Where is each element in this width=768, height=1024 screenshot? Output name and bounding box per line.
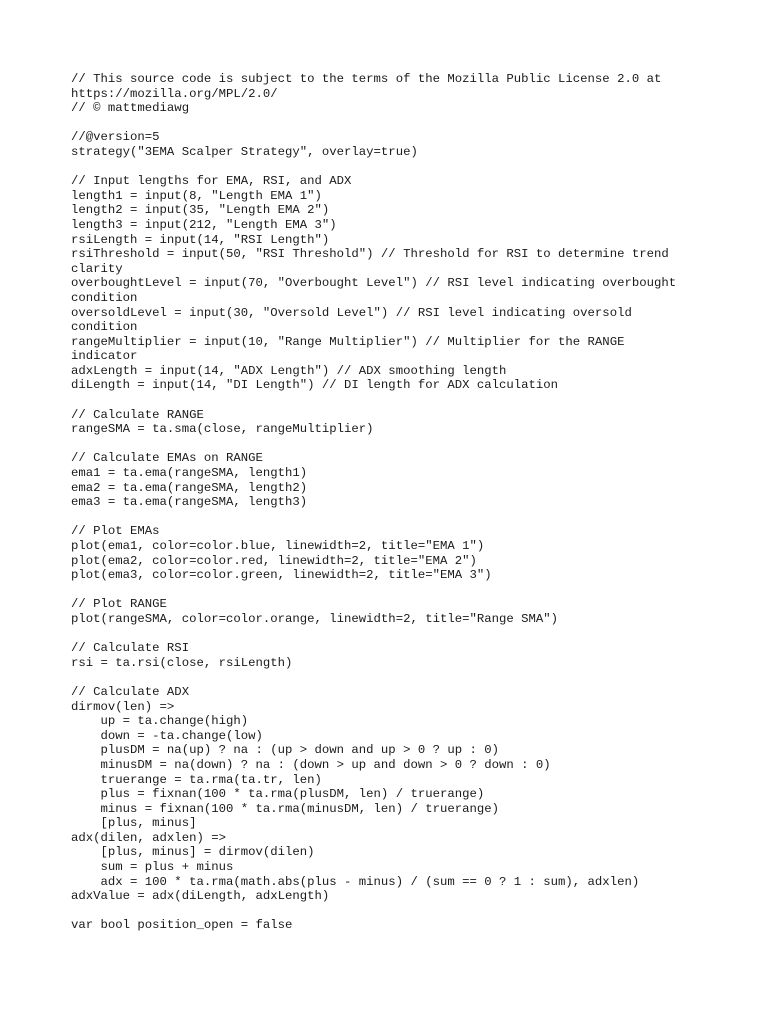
code-line: adxValue = adx(diLength, adxLength) — [71, 889, 330, 904]
code-line: // Calculate RSI — [71, 641, 190, 656]
code-line: rangeMultiplier = input(10, "Range Multiplier") // Multiplier for the RANGE — [71, 334, 625, 349]
code-line: // Calculate RANGE — [71, 407, 204, 422]
code-line: // Calculate EMAs on RANGE — [71, 451, 263, 466]
code-line: // Input lengths for EMA, RSI, and ADX — [71, 174, 352, 189]
code-line: length2 = input(35, "Length EMA 2") — [71, 203, 330, 218]
code-line: plusDM = na(up) ? na : (up > down and up > 0 ? up : 0) — [71, 743, 500, 758]
code-page — [71, 72, 731, 933]
code-line — [71, 437, 731, 452]
code-line: ema2 = ta.ema(rangeSMA, length2) — [71, 480, 308, 495]
code-line: clarity — [71, 261, 123, 276]
code-line — [71, 510, 731, 525]
code-line — [71, 116, 731, 131]
code-line — [71, 393, 731, 408]
code-line — [71, 670, 731, 685]
code-line: plot(ema1, color=color.blue, linewidth=2, title="EMA 1") — [71, 539, 485, 553]
code-line — [71, 627, 731, 642]
code-line: // This source code is subject to the terms of the Mozilla Public License 2.0 at — [71, 72, 662, 86]
code-line: rangeSMA = ta.sma(close, rangeMultiplier) — [71, 422, 374, 437]
code-line: strategy("3EMA Scalper Strategy", overlay=true) — [71, 144, 418, 159]
code-line: oversoldLevel = input(30, "Oversold Level") // RSI level indicating oversold — [71, 305, 632, 320]
code-line: condition — [71, 290, 138, 305]
code-line: rsiThreshold = input(50, "RSI Threshold") // Threshold for RSI to determine trend — [71, 247, 669, 262]
code-line: // Plot EMAs — [71, 524, 160, 539]
code-line: rsiLength = input(14, "RSI Length") — [71, 232, 330, 247]
code-line: up = ta.change(high) — [71, 714, 249, 729]
code-line: condition — [71, 320, 138, 335]
code-line: diLength = input(14, "DI Length") // DI length for ADX calculation — [71, 378, 559, 393]
code-line: [plus, minus] = dirmov(dilen) — [71, 845, 315, 860]
code-line: plot(ema3, color=color.green, linewidth=2, title="EMA 3") — [71, 568, 492, 583]
code-line — [71, 904, 731, 919]
code-line — [71, 160, 731, 175]
code-line: truerange = ta.rma(ta.tr, len) — [71, 772, 322, 787]
code-line: https://mozilla.org/MPL/2.0/ — [71, 86, 278, 101]
code-line: var bool position_open = false — [71, 918, 293, 933]
code-line: ema1 = ta.ema(rangeSMA, length1) — [71, 466, 308, 481]
code-line: minusDM = na(down) ? na : (down > up and down > 0 ? down : 0) — [71, 757, 551, 772]
code-line: // Calculate ADX — [71, 684, 190, 699]
code-line: minus = fixnan(100 * ta.rma(minusDM, len) / truerange) — [71, 801, 500, 816]
code-line: plot(rangeSMA, color=color.orange, linewidth=2, title="Range SMA") — [71, 611, 559, 626]
code-line: down = -ta.change(low) — [71, 728, 263, 743]
code-line: // © mattmediawg — [71, 101, 190, 116]
code-line: adx = 100 * ta.rma(math.abs(plus - minus) / (sum == 0 ? 1 : sum), adxlen) — [71, 874, 640, 889]
code-line: rsi = ta.rsi(close, rsiLength) — [71, 655, 293, 670]
code-line — [71, 583, 731, 598]
code-line: [plus, minus] — [71, 816, 197, 831]
code-line: adxLength = input(14, "ADX Length") // ADX smoothing length — [71, 363, 507, 378]
code-line: adx(dilen, adxlen) => — [71, 830, 226, 845]
code-line: // Plot RANGE — [71, 597, 167, 612]
code-line: indicator — [71, 349, 138, 364]
code-line: sum = plus + minus — [71, 860, 234, 875]
code-line: overboughtLevel = input(70, "Overbought Level") // RSI level indicating overbought — [71, 276, 677, 291]
code-line: length3 = input(212, "Length EMA 3") — [71, 217, 337, 232]
code-line: dirmov(len) => — [71, 699, 175, 714]
code-line: plot(ema2, color=color.red, linewidth=2, title="EMA 2") — [71, 553, 477, 568]
code-line: plus = fixnan(100 * ta.rma(plusDM, len) / truerange) — [71, 787, 485, 802]
code-line: ema3 = ta.ema(rangeSMA, length3) — [71, 495, 308, 510]
code-line: length1 = input(8, "Length EMA 1") — [71, 188, 322, 203]
code-line: //@version=5 — [71, 130, 160, 145]
